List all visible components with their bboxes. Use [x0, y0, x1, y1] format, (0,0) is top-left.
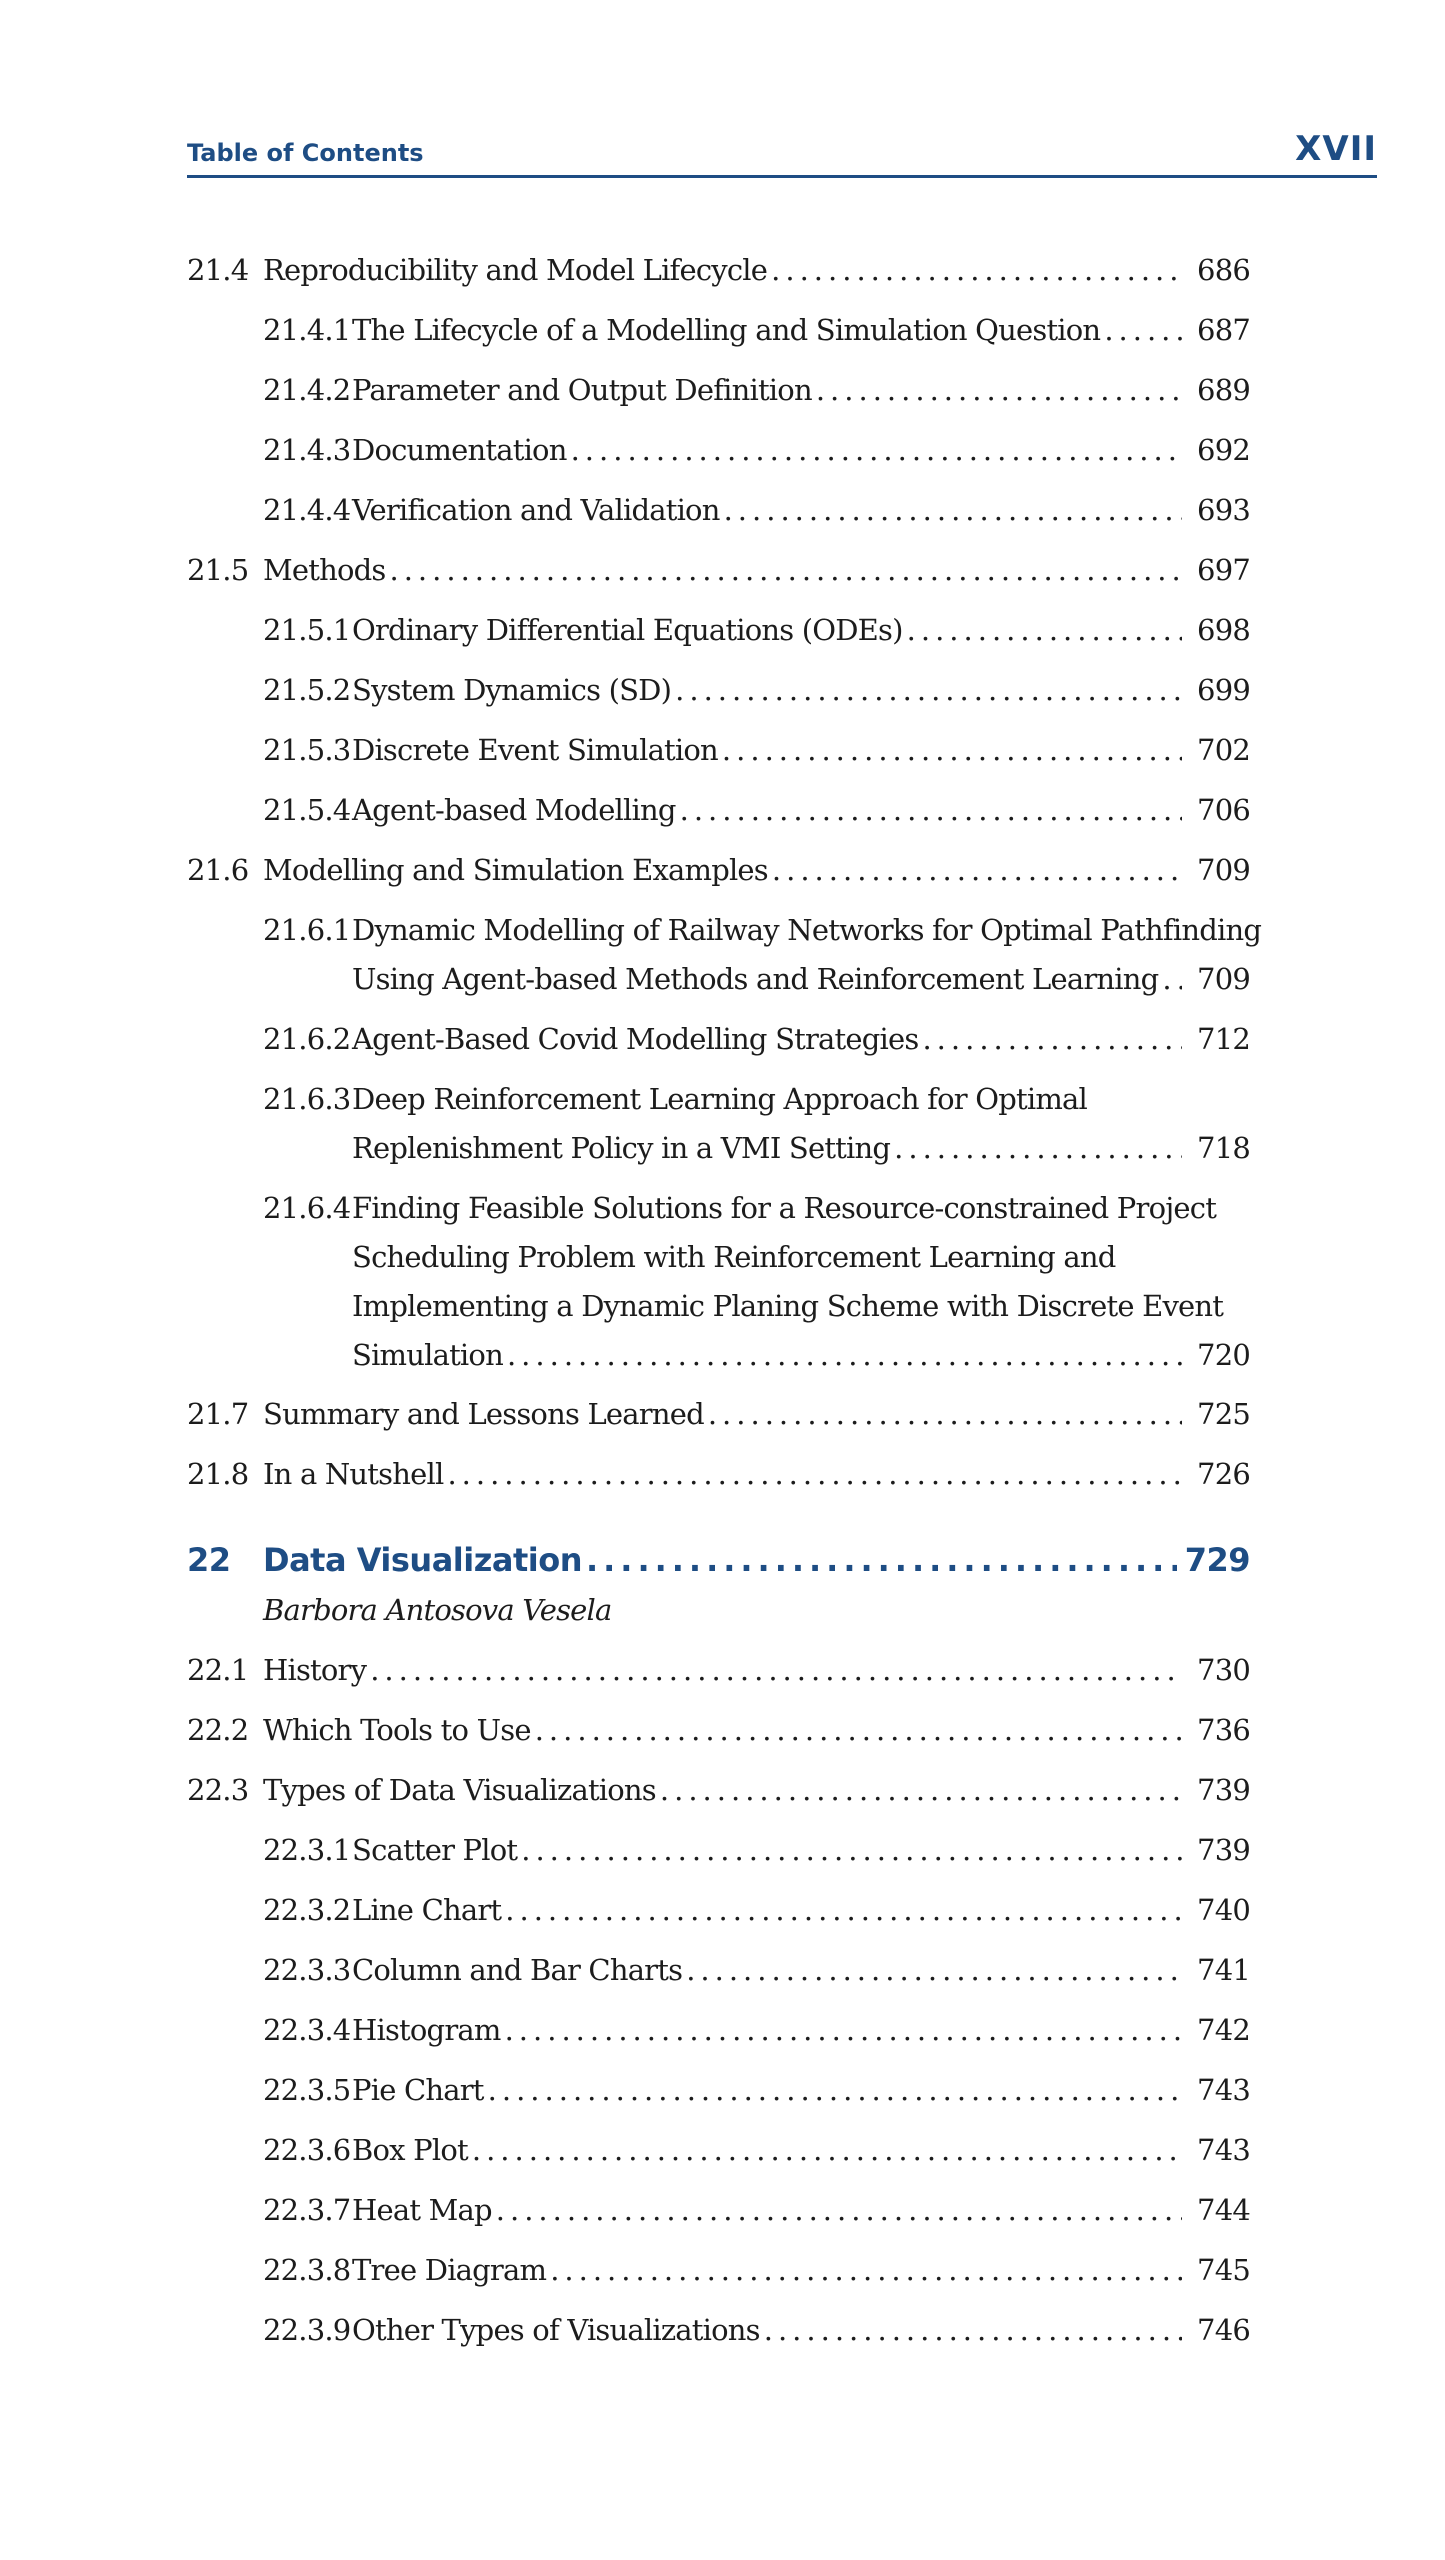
toc-entry-22-2[interactable]	[187, 1706, 1250, 1755]
section-title: Agent-based Modelling	[352, 793, 676, 827]
toc-entry-21-5-3[interactable]	[187, 726, 1250, 775]
page-number: 686	[1197, 253, 1250, 287]
section-number: 22.3.1	[263, 1833, 351, 1867]
chapter-number: 22	[187, 1541, 231, 1579]
page-number: 729	[1184, 1541, 1250, 1579]
toc-entry-22-3-2[interactable]	[187, 1886, 1250, 1935]
page-number: 709	[1197, 962, 1250, 996]
page-number: 712	[1197, 1022, 1250, 1056]
section-number: 21.5.3	[263, 733, 351, 767]
leader-dots	[724, 486, 1182, 535]
section-title: Replenishment Policy in a VMI Setting	[352, 1131, 891, 1165]
leader-dots	[680, 786, 1182, 835]
chapter-title: Data Visualization	[263, 1541, 582, 1579]
page-number: 746	[1197, 2313, 1250, 2347]
section-title: Ordinary Differential Equations (ODEs)	[352, 613, 903, 647]
section-title-line: Dynamic Modelling of Railway Networks for Optimal Pathfinding	[352, 913, 1262, 947]
page-number: 741	[1197, 1953, 1250, 1987]
section-title: Which Tools to Use	[263, 1713, 531, 1747]
leader-dots	[571, 426, 1182, 475]
page-number: 699	[1197, 673, 1250, 707]
running-header	[187, 128, 1377, 178]
leader-dots	[488, 2066, 1182, 2115]
leader-dots	[505, 2006, 1182, 2055]
page-number: 706	[1197, 793, 1250, 827]
section-title: Other Types of Visualizations	[352, 2313, 760, 2347]
section-title: Histogram	[352, 2013, 501, 2047]
toc-entry-21-8[interactable]	[187, 1450, 1250, 1499]
section-number: 21.5.1	[263, 613, 351, 647]
section-title: Tree Diagram	[352, 2253, 547, 2287]
page-number: 740	[1197, 1893, 1250, 1927]
page-number: 725	[1197, 1397, 1250, 1431]
leader-dots	[586, 1536, 1177, 1585]
section-number: 21.8	[187, 1457, 249, 1491]
leader-dots	[894, 1124, 1182, 1173]
section-number: 21.4.4	[263, 493, 351, 527]
leader-dots	[722, 726, 1182, 775]
section-number: 21.4.3	[263, 433, 351, 467]
leader-dots	[816, 366, 1182, 415]
page-number: 697	[1197, 553, 1250, 587]
toc-entry-22-3-9[interactable]	[187, 2306, 1250, 2355]
section-number: 21.6.2	[263, 1022, 351, 1056]
toc-entry-21-5-4[interactable]	[187, 786, 1250, 835]
page-number: 693	[1197, 493, 1250, 527]
section-title: Documentation	[352, 433, 567, 467]
leader-dots	[550, 2246, 1182, 2295]
leader-dots	[660, 1766, 1182, 1815]
toc-entry-22-3[interactable]	[187, 1766, 1250, 1815]
page-number: 743	[1197, 2133, 1250, 2167]
section-number: 21.6	[187, 853, 249, 887]
leader-dots	[922, 1015, 1182, 1064]
leader-dots	[521, 1826, 1182, 1875]
page-number: 718	[1197, 1131, 1250, 1165]
page-number: 726	[1197, 1457, 1250, 1491]
section-number: 21.6.4	[263, 1191, 351, 1225]
toc-entry-22-3-1[interactable]	[187, 1826, 1250, 1875]
leader-dots	[505, 1886, 1182, 1935]
toc-entry-21-5-1[interactable]	[187, 606, 1250, 655]
toc-entry-22-3-8[interactable]	[187, 2246, 1250, 2295]
page-number: 742	[1197, 2013, 1250, 2047]
toc-entry-22-3-5[interactable]	[187, 2066, 1250, 2115]
leader-dots	[771, 246, 1182, 295]
leader-dots	[675, 666, 1182, 715]
header-title: Table of Contents	[187, 139, 424, 167]
section-number: 21.7	[187, 1397, 249, 1431]
section-title: Using Agent-based Methods and Reinforcement Learning	[352, 962, 1159, 996]
section-title: Heat Map	[352, 2193, 492, 2227]
section-title: Simulation	[352, 1338, 503, 1372]
section-title: In a Nutshell	[263, 1457, 444, 1491]
toc-entry-22-1[interactable]	[187, 1646, 1250, 1695]
leader-dots	[370, 1646, 1182, 1695]
toc-entry-21-4-1[interactable]	[187, 306, 1250, 355]
section-number: 22.2	[187, 1713, 249, 1747]
section-title: Discrete Event Simulation	[352, 733, 718, 767]
page-number: 720	[1197, 1338, 1250, 1372]
section-number: 22.3.8	[263, 2253, 351, 2287]
section-title: Reproducibility and Model Lifecycle	[263, 253, 768, 287]
page-number: 702	[1197, 733, 1250, 767]
section-title-line: Deep Reinforcement Learning Approach for Optimal	[352, 1082, 1087, 1116]
section-number: 21.4	[187, 253, 249, 287]
page-number: 698	[1197, 613, 1250, 647]
leader-dots	[535, 1706, 1182, 1755]
leader-dots	[708, 1390, 1182, 1439]
section-title: History	[263, 1653, 367, 1687]
page-number: 736	[1197, 1713, 1250, 1747]
leader-dots	[472, 2126, 1182, 2175]
page-number: 739	[1197, 1833, 1250, 1867]
header-page-number: XVII	[1295, 129, 1377, 169]
section-title: Box Plot	[352, 2133, 468, 2167]
leader-dots	[1104, 306, 1182, 355]
leader-dots	[686, 1946, 1182, 1995]
toc-entry-21-4-4[interactable]	[187, 486, 1250, 535]
section-number: 21.5.2	[263, 673, 351, 707]
page-number: 744	[1197, 2193, 1250, 2227]
page-number: 743	[1197, 2073, 1250, 2107]
section-number: 22.3.2	[263, 1893, 351, 1927]
section-number: 22.3.4	[263, 2013, 351, 2047]
page-number: 730	[1197, 1653, 1250, 1687]
page-number: 709	[1197, 853, 1250, 887]
section-title-line: Finding Feasible Solutions for a Resource-constrained Project	[352, 1191, 1217, 1225]
toc-entry-21-5[interactable]	[187, 546, 1250, 595]
section-title: Verification and Validation	[352, 493, 720, 527]
section-title: System Dynamics (SD)	[352, 673, 672, 707]
leader-dots	[447, 1450, 1182, 1499]
section-number: 21.4.1	[263, 313, 351, 347]
section-number: 21.4.2	[263, 373, 351, 407]
section-title: Types of Data Visualizations	[263, 1773, 656, 1807]
section-number: 21.6.3	[263, 1082, 351, 1116]
toc-entry-21-5-2[interactable]	[187, 666, 1250, 715]
page-number: 687	[1197, 313, 1250, 347]
section-number: 22.3.5	[263, 2073, 351, 2107]
toc-entry-21-6-4[interactable]	[187, 1184, 1250, 1380]
section-title: Column and Bar Charts	[352, 1953, 683, 1987]
toc-entry-22-3-6[interactable]	[187, 2126, 1250, 2175]
section-number: 21.5	[187, 553, 249, 587]
section-number: 22.3.9	[263, 2313, 351, 2347]
page-number: 689	[1197, 373, 1250, 407]
toc-entry-22-3-4[interactable]	[187, 2006, 1250, 2055]
toc-entry-21-6-1[interactable]	[187, 906, 1262, 1004]
toc-entry-21-6[interactable]	[187, 846, 1250, 895]
chapter-author: Barbora Antosova Vesela	[263, 1593, 612, 1627]
page-number: 745	[1197, 2253, 1250, 2287]
toc-entry-21-6-2[interactable]	[187, 1015, 1250, 1064]
section-title-line: Implementing a Dynamic Planing Scheme with Discrete Event	[352, 1289, 1224, 1323]
leader-dots	[496, 2186, 1182, 2235]
section-number: 22.3.6	[263, 2133, 351, 2167]
toc-entry-22-3-3[interactable]	[187, 1946, 1250, 1995]
toc-entry-21-4-3[interactable]	[187, 426, 1250, 475]
page-number: 692	[1197, 433, 1250, 467]
section-number: 22.3.7	[263, 2193, 351, 2227]
section-title: Methods	[263, 553, 386, 587]
section-number: 22.1	[187, 1653, 249, 1687]
toc-entry-21-4[interactable]	[187, 246, 1250, 295]
toc-entry-21-4-2[interactable]	[187, 366, 1250, 415]
leader-dots	[764, 2306, 1182, 2355]
toc-chapter-22[interactable]	[187, 1536, 1250, 1585]
section-title-line: Scheduling Problem with Reinforcement Learning and	[352, 1240, 1116, 1274]
leader-dots	[1162, 955, 1182, 1004]
section-number: 22.3	[187, 1773, 249, 1807]
leader-dots	[907, 606, 1182, 655]
section-number: 21.6.1	[263, 913, 351, 947]
section-title: Scatter Plot	[352, 1833, 518, 1867]
section-title: Parameter and Output Definition	[352, 373, 812, 407]
leader-dots	[772, 846, 1182, 895]
page-number: 739	[1197, 1773, 1250, 1807]
section-title: Line Chart	[352, 1893, 502, 1927]
section-number: 21.5.4	[263, 793, 351, 827]
leader-dots	[390, 546, 1183, 595]
section-title: Pie Chart	[352, 2073, 484, 2107]
section-title: Modelling and Simulation Examples	[263, 853, 768, 887]
toc-entry-22-3-7[interactable]	[187, 2186, 1250, 2235]
toc-entry-21-6-3[interactable]	[187, 1075, 1250, 1173]
section-title: Agent-Based Covid Modelling Strategies	[352, 1022, 919, 1056]
section-number: 22.3.3	[263, 1953, 351, 1987]
section-title: Summary and Lessons Learned	[263, 1397, 704, 1431]
section-title: The Lifecycle of a Modelling and Simulation Question	[352, 313, 1101, 347]
leader-dots	[507, 1331, 1182, 1380]
toc-entry-21-7[interactable]	[187, 1390, 1250, 1439]
